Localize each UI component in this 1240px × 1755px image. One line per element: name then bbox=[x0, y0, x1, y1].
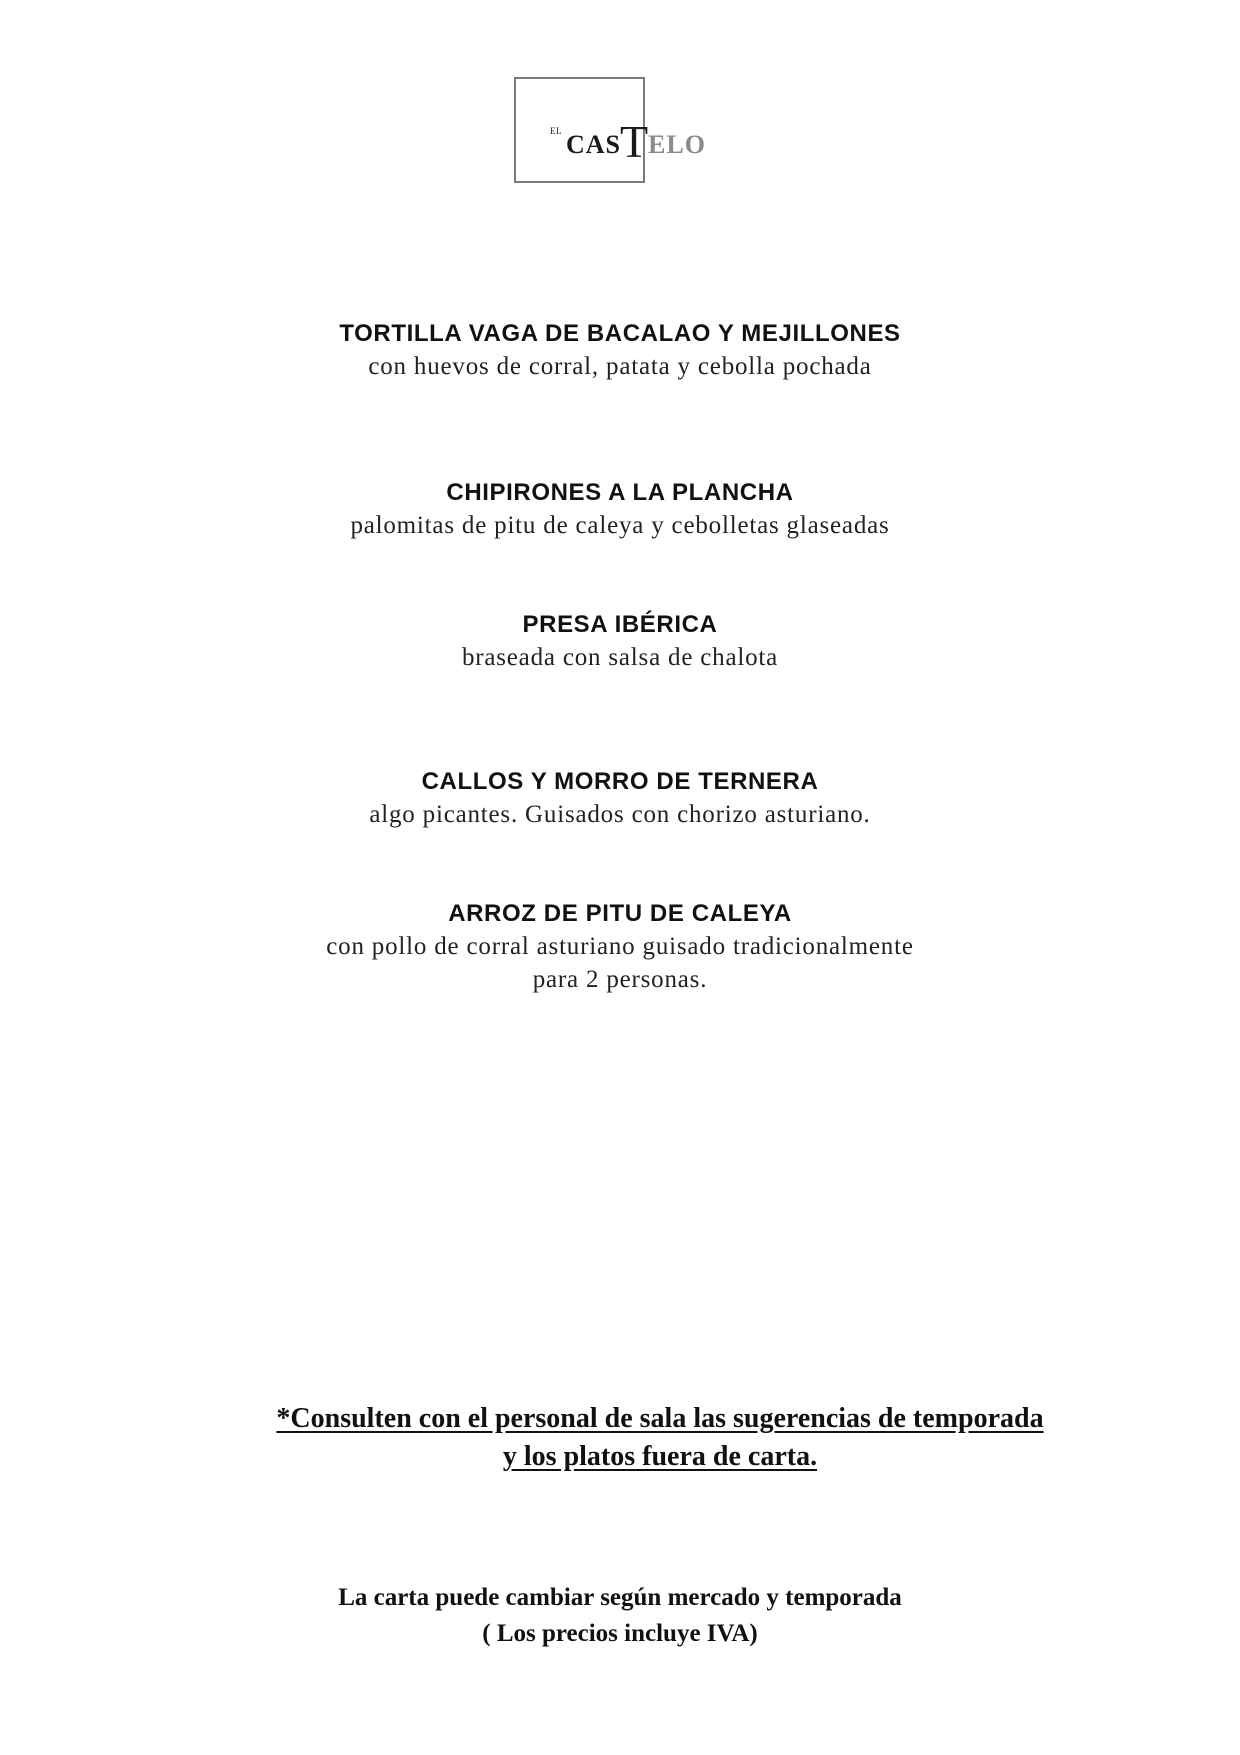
logo-el-text: EL bbox=[550, 126, 562, 136]
footer-line: ( Los precios incluye IVA) bbox=[482, 1620, 758, 1647]
menu-item-title: TORTILLA VAGA DE BACALAO Y MEJILLONES bbox=[339, 320, 901, 347]
menu-item-description: palomitas de pitu de caleya y cebolletas glaseadas bbox=[350, 512, 890, 539]
note-line: y los platos fuera de carta. bbox=[502, 1441, 818, 1472]
note-line: *Consulten con el personal de sala las sugerencias de temporada bbox=[276, 1403, 1044, 1434]
logo-cas-text: CAS bbox=[566, 130, 622, 159]
footer-line: La carta puede cambiar según mercado y temporada bbox=[338, 1584, 902, 1611]
menu-item bbox=[0, 766, 1240, 831]
menu-item-description: para 2 personas. bbox=[532, 966, 708, 993]
menu-item bbox=[0, 318, 1240, 383]
seasonal-suggestions-note bbox=[200, 1400, 1120, 1476]
menu-item-title: CALLOS Y MORRO DE TERNERA bbox=[421, 768, 819, 795]
menu-item bbox=[0, 477, 1240, 542]
menu-item-title: CHIPIRONES A LA PLANCHA bbox=[446, 479, 794, 506]
logo-t-text: T bbox=[620, 116, 649, 167]
menu-item bbox=[0, 898, 1240, 996]
menu-item-title: PRESA IBÉRICA bbox=[522, 611, 718, 638]
menu-item-description: algo picantes. Guisados con chorizo asturiano. bbox=[369, 801, 871, 828]
restaurant-logo bbox=[514, 77, 707, 183]
menu-item bbox=[0, 609, 1240, 674]
logo-elo-text: ELO bbox=[648, 130, 707, 159]
menu-item-description: braseada con salsa de chalota bbox=[461, 644, 779, 671]
menu-item-description: con pollo de corral asturiano guisado tradicionalmente bbox=[326, 933, 914, 960]
menu-item-title: ARROZ DE PITU DE CALEYA bbox=[448, 900, 792, 927]
logo-wordmark bbox=[566, 116, 707, 167]
menu-footer bbox=[0, 1580, 1240, 1652]
menu-item-description: con huevos de corral, patata y cebolla pochada bbox=[368, 353, 872, 380]
